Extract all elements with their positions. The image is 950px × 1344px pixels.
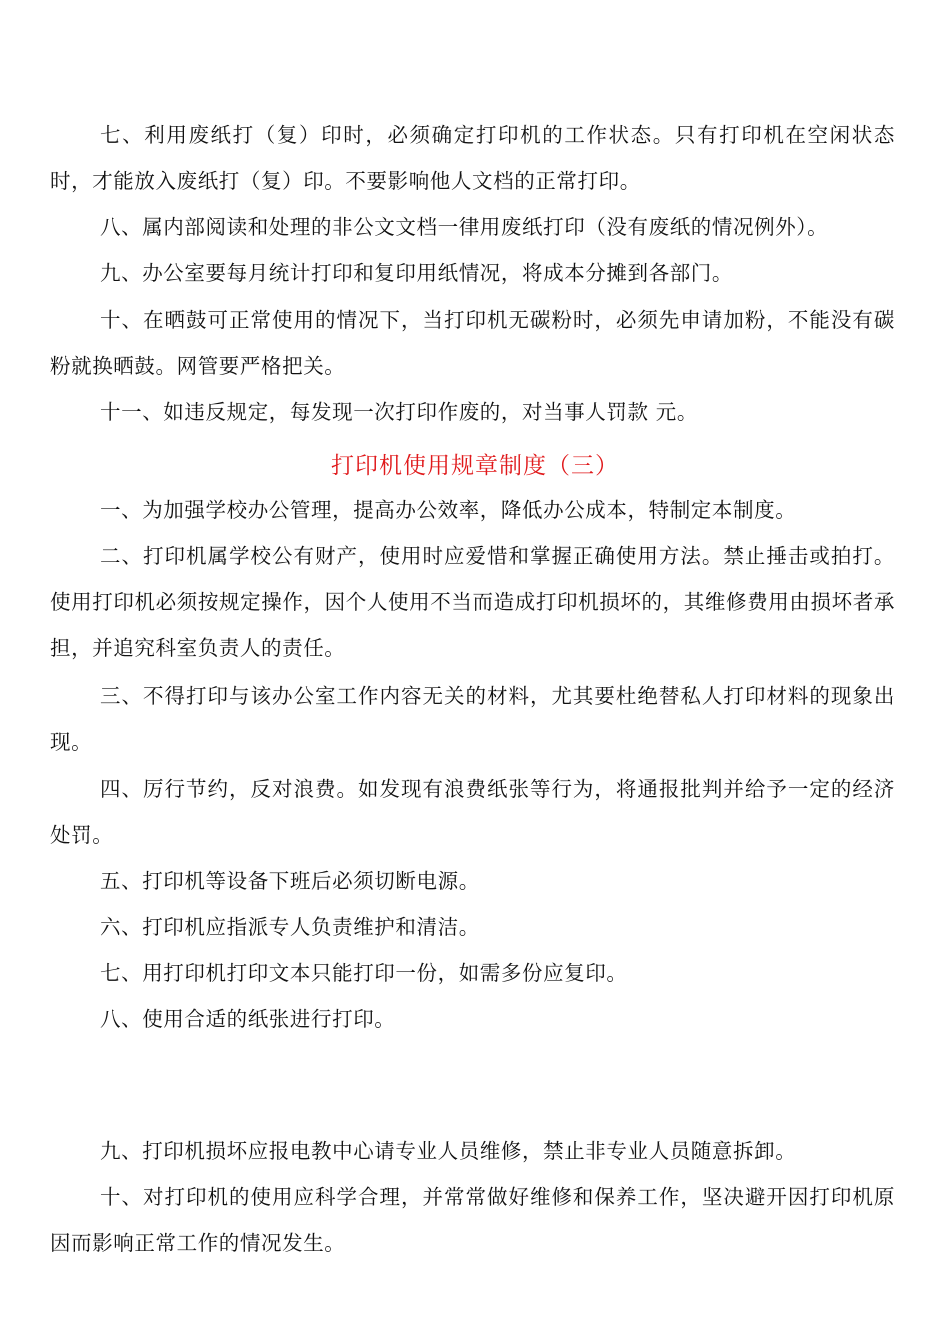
rule-7b-paragraph: 七、用打印机打印文本只能打印一份，如需多份应复印。	[100, 961, 628, 985]
section-title: 打印机使用规章制度（三）	[331, 453, 619, 479]
rule-4-paragraph: 四、厉行节约，反对浪费。如发现有浪费纸张等行为，将通报批判并给予一定的经济处罚。	[50, 777, 895, 847]
rule-1-paragraph: 一、为加强学校办公管理，提高办公效率，降低办公成本，特制定本制度。	[100, 498, 797, 522]
rule-10-paragraph: 十、在晒鼓可正常使用的情况下，当打印机无碳粉时，必须先申请加粉，不能没有碳粉就换晒鼓。网管要严格把关。	[50, 308, 895, 378]
rule-2-paragraph: 二、打印机属学校公有财产，使用时应爱惜和掌握正确使用方法。禁止捶击或拍打。使用打印机必须按规定操作，因个人使用不当而造成打印机损坏的，其维修费用由损坏者承担，并追究科室负责人的责任。	[50, 544, 895, 660]
rule-3-paragraph: 三、不得打印与该办公室工作内容无关的材料，尤其要杜绝替私人打印材料的现象出现。	[50, 684, 895, 754]
rule-8b-paragraph: 八、使用合适的纸张进行打印。	[100, 1007, 396, 1031]
rule-10b-paragraph: 十、对打印机的使用应科学合理，并常常做好维修和保养工作，坚决避开因打印机原因而影响正常工作的情况发生。	[50, 1185, 895, 1255]
rule-9b-paragraph: 九、打印机损坏应报电教中心请专业人员维修，禁止非专业人员随意拆卸。	[100, 1139, 797, 1163]
rule-11-paragraph: 十一、如违反规定，每发现一次打印作废的，对当事人罚款 元。	[100, 400, 698, 424]
rule-9-paragraph: 九、办公室要每月统计打印和复印用纸情况，将成本分摊到各部门。	[100, 261, 733, 285]
rule-7-paragraph: 七、利用废纸打（复）印时，必须确定打印机的工作状态。只有打印机在空闲状态时，才能放入废纸打（复）印。不要影响他人文档的正常打印。	[50, 123, 895, 193]
rule-5-paragraph: 五、打印机等设备下班后必须切断电源。	[100, 869, 480, 893]
rule-6-paragraph: 六、打印机应指派专人负责维护和清洁。	[100, 915, 480, 939]
rule-8-paragraph: 八、属内部阅读和处理的非公文文档一律用废纸打印（没有废纸的情况例外）。	[100, 215, 829, 239]
